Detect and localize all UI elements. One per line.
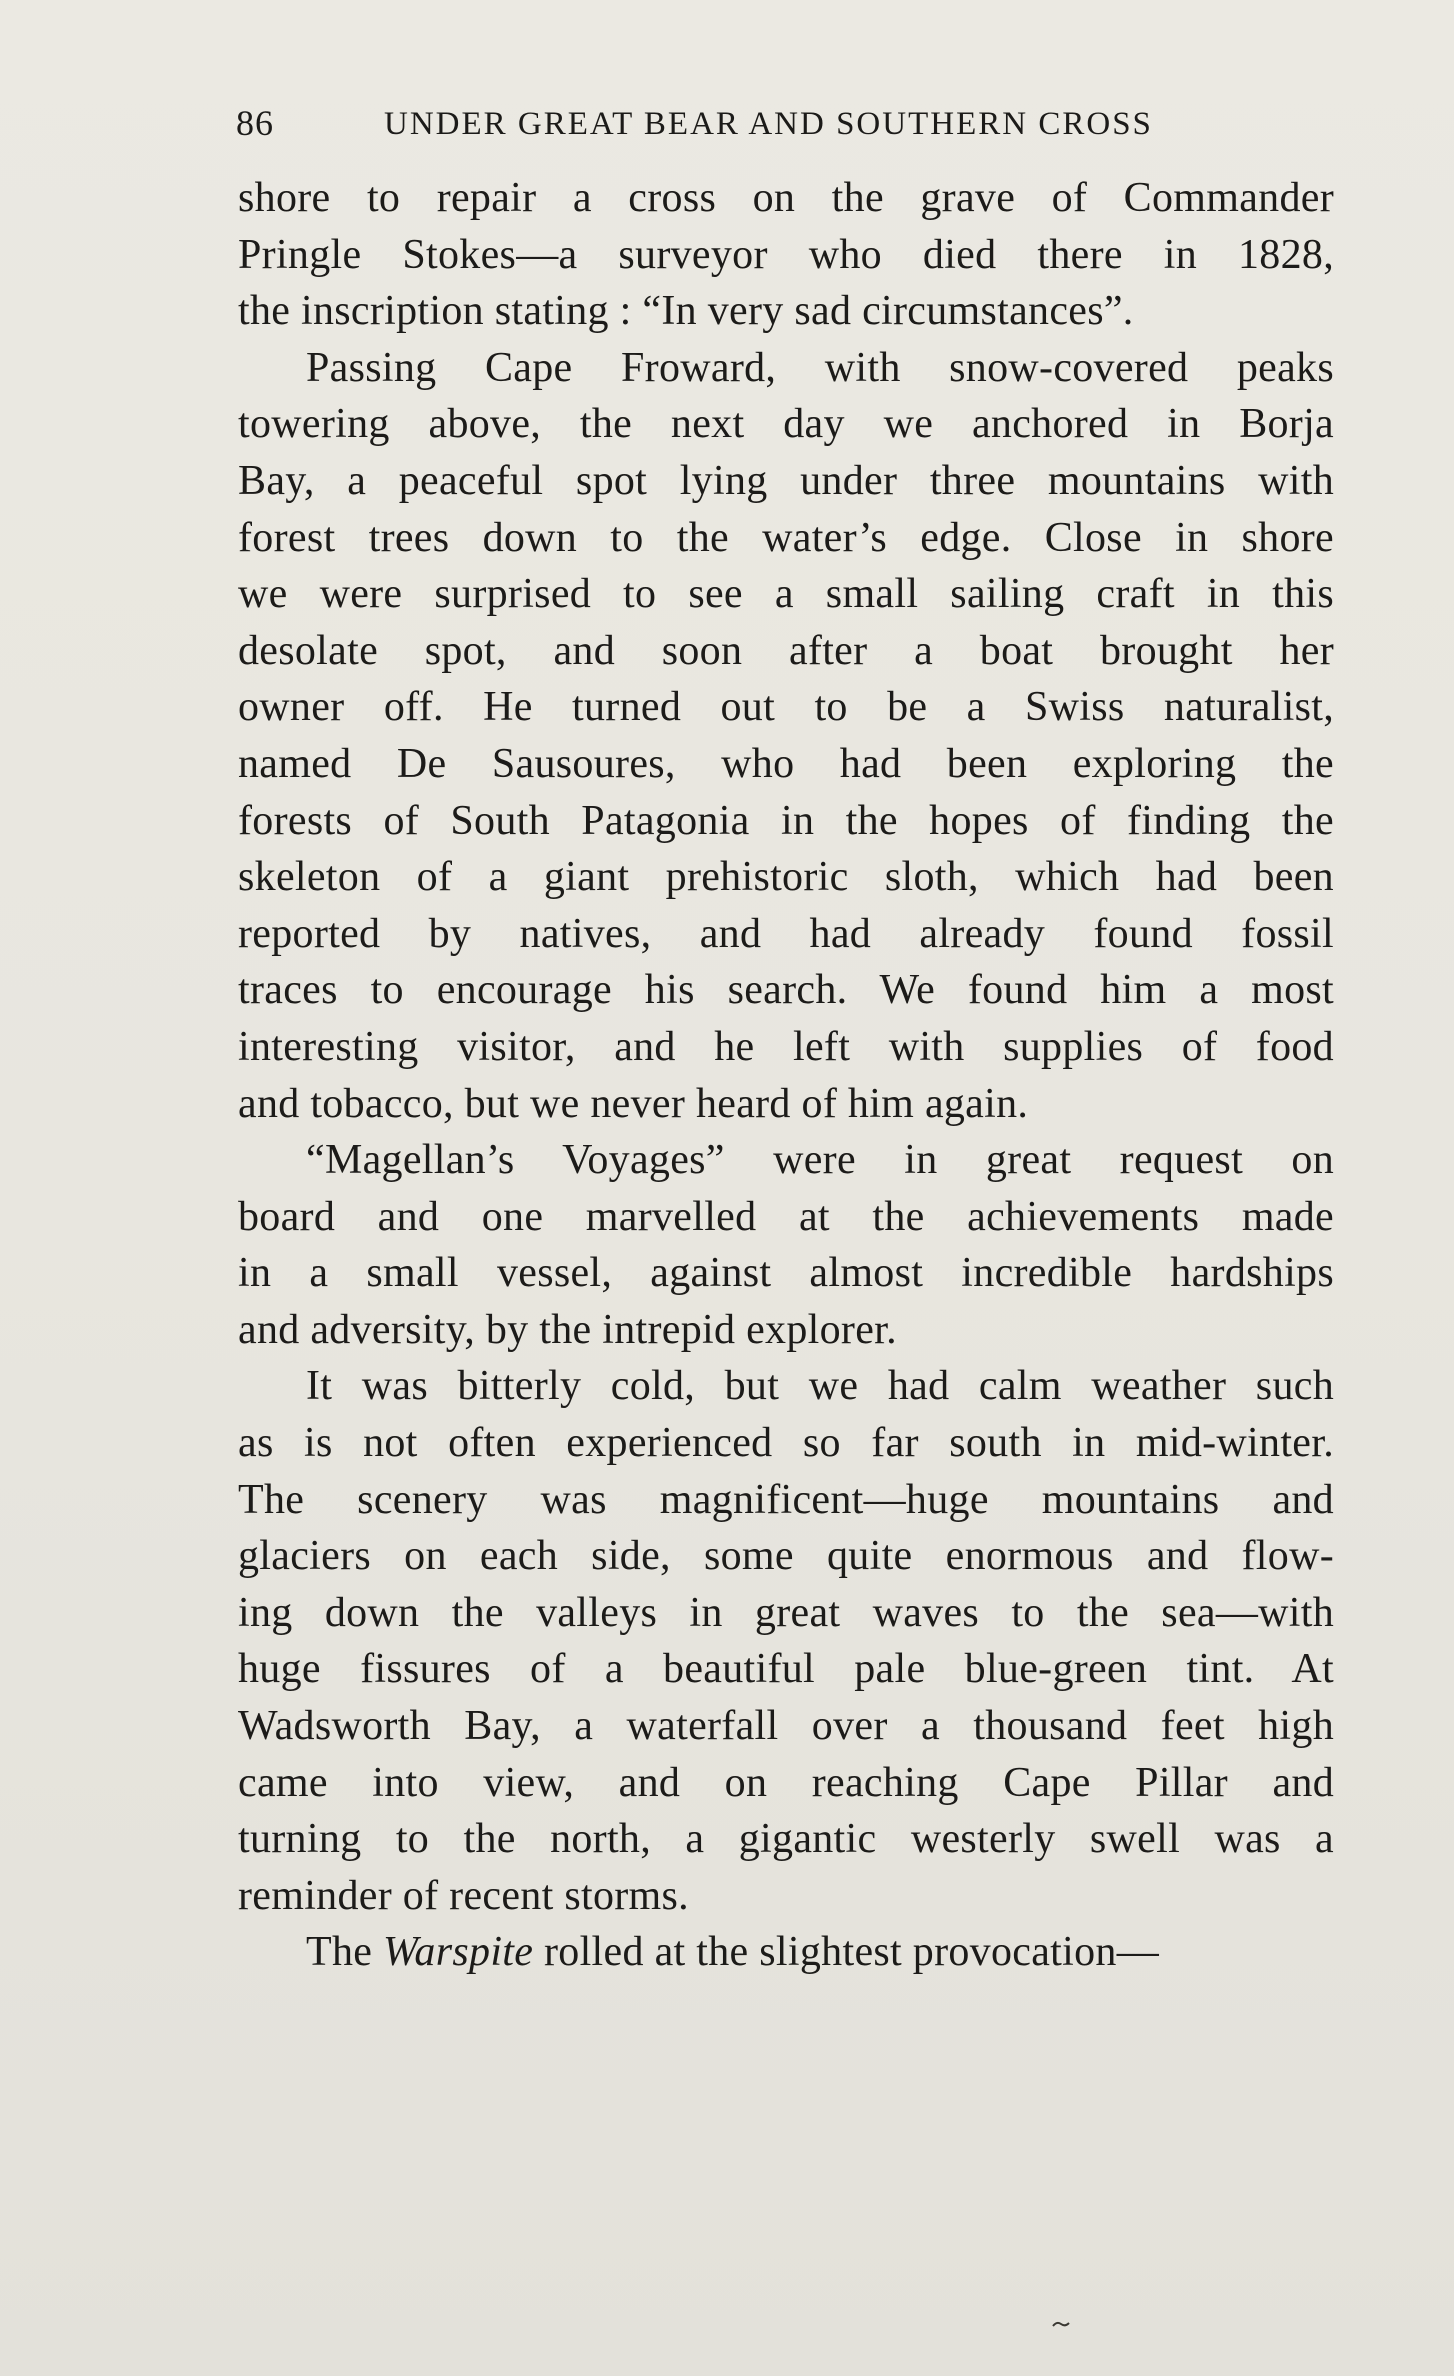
text-line: ing down the valleys in great waves to the sea—with bbox=[238, 1589, 1334, 1636]
text-line: named De Sausoures, who had been exploring the bbox=[238, 740, 1334, 787]
ship-name: Warspite bbox=[383, 1929, 534, 1976]
text-line: traces to encourage his search. We found him a most bbox=[238, 967, 1334, 1014]
text-line: and adversity, by the intrepid explorer. bbox=[238, 1306, 897, 1353]
text-line: Wadsworth Bay, a waterfall over a thousand feet high bbox=[238, 1703, 1334, 1750]
body-text bbox=[238, 170, 1334, 1981]
text-line: and tobacco, but we never heard of him again. bbox=[238, 1080, 1029, 1127]
text-line: we were surprised to see a small sailing craft in this bbox=[238, 571, 1334, 618]
text-line: Pringle Stokes—a surveyor who died there in 1828, bbox=[238, 231, 1334, 278]
text-line: the inscription stating : “In very sad circumstances”. bbox=[238, 288, 1134, 335]
text-line: glaciers on each side, some quite enormous and flow- bbox=[238, 1533, 1334, 1580]
text-line: skeleton of a giant prehistoric sloth, which had been bbox=[238, 854, 1334, 901]
text-line: forest trees down to the water’s edge. Close in shore bbox=[238, 514, 1334, 561]
text-line: shore to repair a cross on the grave of Commander bbox=[238, 175, 1334, 221]
final-line-end: rolled at the slightest provocation— bbox=[533, 1929, 1160, 1976]
text-line: turning to the north, a gigantic westerly swell was a bbox=[238, 1816, 1334, 1863]
text-line: Bay, a peaceful spot lying under three mountains with bbox=[238, 457, 1334, 504]
ink-speck bbox=[1052, 2320, 1070, 2330]
final-line bbox=[238, 1924, 1334, 1981]
final-line-start: The bbox=[306, 1929, 383, 1976]
text-line: Passing Cape Froward, with snow-covered peaks bbox=[306, 344, 1334, 391]
page-number: 86 bbox=[236, 103, 274, 143]
text-line: reported by natives, and had already found fossil bbox=[238, 910, 1334, 957]
text-line: The scenery was magnificent—huge mountains and bbox=[238, 1476, 1334, 1523]
text-line: huge fissures of a beautiful pale blue-green tint. At bbox=[238, 1646, 1334, 1693]
text-line: owner off. He turned out to be a Swiss naturalist, bbox=[238, 684, 1334, 731]
text-line: “Magellan’s Voyages” were in great request on bbox=[306, 1137, 1334, 1184]
page-header bbox=[236, 96, 1334, 156]
text-line: forests of South Patagonia in the hopes of finding the bbox=[238, 797, 1334, 844]
text-line: It was bitterly cold, but we had calm weather such bbox=[306, 1363, 1334, 1410]
text-line: came into view, and on reaching Cape Pillar and bbox=[238, 1759, 1334, 1806]
text-line: desolate spot, and soon after a boat brought her bbox=[238, 627, 1334, 674]
text-line: towering above, the next day we anchored in Borja bbox=[238, 401, 1334, 448]
text-line: in a small vessel, against almost incredible hardships bbox=[238, 1250, 1334, 1297]
text-line: as is not often experienced so far south in mid-winter. bbox=[238, 1420, 1334, 1467]
text-line: reminder of recent storms. bbox=[238, 1872, 689, 1919]
text-line: board and one marvelled at the achievements made bbox=[238, 1193, 1334, 1240]
running-title: UNDER GREAT BEAR AND SOUTHERN CROSS bbox=[384, 106, 1153, 142]
text-line: interesting visitor, and he left with supplies of food bbox=[238, 1023, 1334, 1070]
